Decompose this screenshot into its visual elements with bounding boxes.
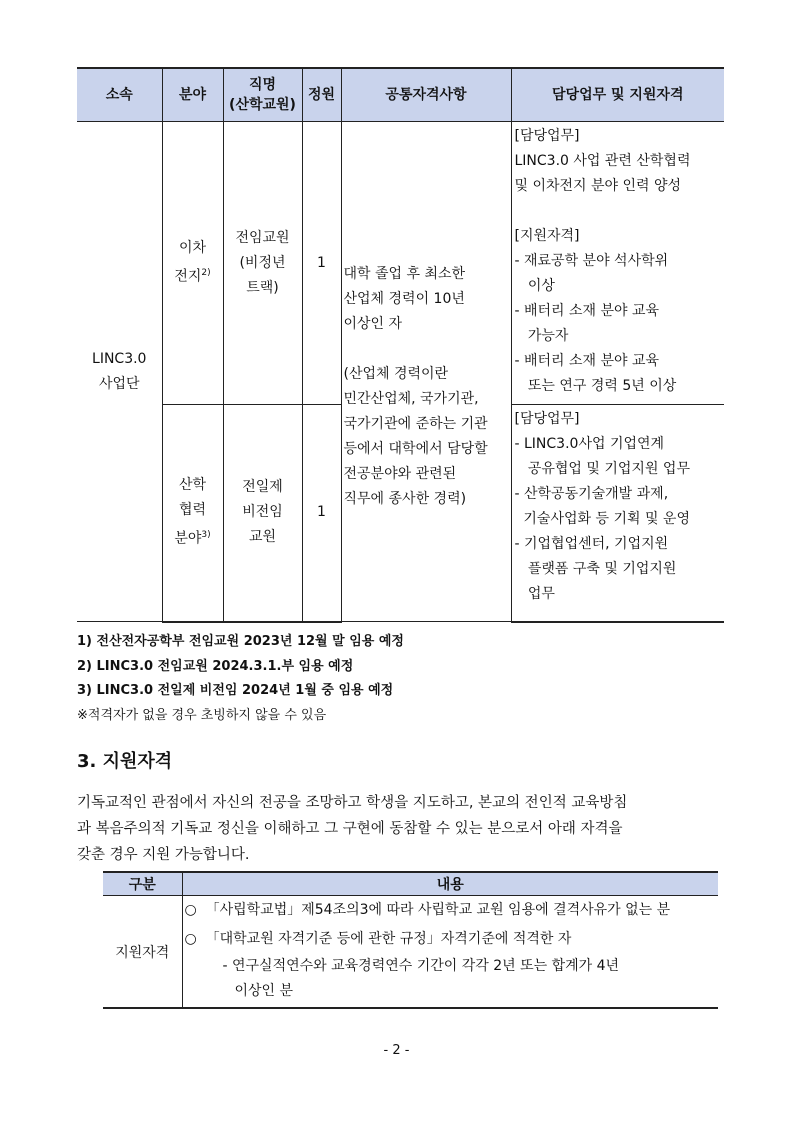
notice-text: ※적격자가 없을 경우 초빙하지 않을 수 있음	[77, 707, 327, 723]
req-item: ○ 「사립학교법」제54조의3에 따라 사립학교 교원 임용에 결격사유가 없는 분	[184, 902, 671, 918]
table-header-row	[77, 68, 724, 122]
common-line: (산업체 경력이란	[343, 365, 449, 382]
req-label: 지원자격	[103, 896, 182, 1009]
page-number: - 2 -	[383, 1043, 410, 1058]
duty-line: - 산학공동기술개발 과제,	[514, 486, 669, 502]
duty-cell	[511, 122, 724, 405]
paragraph-line: 과 복음주의적 기독교 정신을 이해하고 그 구현에 동참할 수 있는 분으로서 아래 자격을	[77, 821, 623, 837]
duty-line: - 기업협업센터, 기업지원	[514, 536, 669, 552]
req-content	[182, 896, 718, 1009]
req-header-row	[103, 872, 718, 896]
duty-line: - 재료공학 분야 석사학위	[514, 253, 669, 269]
common-line: 이상인 자	[343, 315, 403, 332]
quota-cell: 1	[302, 405, 341, 622]
col-header-org: 소속	[77, 68, 162, 122]
paragraph-line: 갖춘 경우 지원 가능합니다.	[77, 847, 250, 863]
duty-line: 업무	[514, 586, 555, 602]
col-header-common: 공통자격사항	[341, 68, 511, 122]
duty-line: - 배터리 소재 분야 교육	[514, 303, 660, 319]
col-header-duty: 담당업무 및 지원자격	[511, 68, 724, 122]
duty-line: 가능자	[514, 328, 569, 344]
duty-line	[515, 199, 722, 224]
common-line: 국가기관에 준하는 기관	[343, 415, 488, 432]
duty-line: 플랫폼 구축 및 기업지원	[514, 561, 677, 577]
title-cell: 전임교원 (비정년 트랙)	[223, 122, 302, 405]
duty-line: LINC3.0 사업 관련 산학협력	[514, 153, 691, 169]
footnote: 2) LINC3.0 전임교원 2024.3.1.부 임용 예정	[77, 658, 354, 674]
common-line: 대학 졸업 후 최소한	[343, 265, 466, 282]
quota-cell: 1	[302, 122, 341, 405]
req-item: ○ 「대학교원 자격기준 등에 관한 규정」자격기준에 적격한 자	[184, 931, 572, 947]
duty-line: 기술사업화 등 기획 및 운영	[514, 511, 690, 527]
section-title: 3. 지원자격	[77, 751, 173, 772]
field-cell	[162, 405, 223, 622]
col-header-content: 내용	[182, 872, 718, 896]
duty-line: [담당업무]	[514, 411, 580, 427]
footnote: 1) 전산전자공학부 전임교원 2023년 12월 말 임용 예정	[77, 634, 404, 649]
common-line: 등에서 대학에서 담당할	[343, 440, 488, 457]
table-row	[103, 896, 718, 1009]
duty-line: [담당업무]	[514, 128, 580, 144]
requirements-table	[103, 871, 718, 1009]
common-qualification-cell	[341, 122, 511, 622]
req-subitem: - 연구실적연수와 교육경력연수 기간이 각각 2년 또는 합계가 4년	[222, 958, 620, 974]
common-line	[344, 337, 511, 362]
common-line: 직무에 종사한 경력)	[343, 490, 467, 507]
intro-paragraph	[77, 790, 727, 868]
table-row	[77, 122, 724, 405]
duty-line: 및 이차전지 분야 인력 양성	[514, 178, 682, 194]
duty-line: - LINC3.0사업 기업연계	[514, 436, 665, 452]
common-line: 전공분야와 관련된	[343, 465, 457, 482]
paragraph-line: 기독교적인 관점에서 자신의 전공을 조망하고 학생을 지도하고, 본교의 전인적 교육방침	[77, 795, 628, 811]
req-subitem: 이상인 분	[234, 983, 294, 999]
footnote-ref: 3)	[201, 530, 211, 541]
col-header-title: 직명 (산학교원)	[223, 68, 302, 122]
duty-line: 또는 연구 경력 5년 이상	[514, 378, 677, 394]
common-line: 산업체 경력이 10년	[343, 290, 465, 307]
common-line: 민간산업체, 국가기관,	[343, 390, 479, 407]
footnote-ref: 2)	[201, 268, 211, 279]
col-header-category: 구분	[103, 872, 182, 896]
positions-table	[77, 67, 724, 623]
title-cell: 전일제 비전임 교원	[223, 405, 302, 622]
duty-line: 이상	[514, 278, 555, 294]
field-cell	[162, 122, 223, 405]
duty-line: 공유협업 및 기업지원 업무	[514, 461, 690, 477]
col-header-field: 분야	[162, 68, 223, 122]
footnote: 3) LINC3.0 전일제 비전임 2024년 1월 중 임용 예정	[77, 683, 394, 698]
field-label: 이차 전지	[174, 240, 207, 285]
col-header-quota: 정원	[302, 68, 341, 122]
duty-cell	[511, 405, 724, 622]
duty-line: [지원자격]	[514, 228, 580, 244]
org-cell: LINC3.0 사업단	[77, 122, 162, 622]
duty-line: - 배터리 소재 분야 교육	[514, 353, 660, 369]
footnotes	[77, 630, 404, 728]
field-label: 산학 협력 분야	[174, 477, 207, 548]
